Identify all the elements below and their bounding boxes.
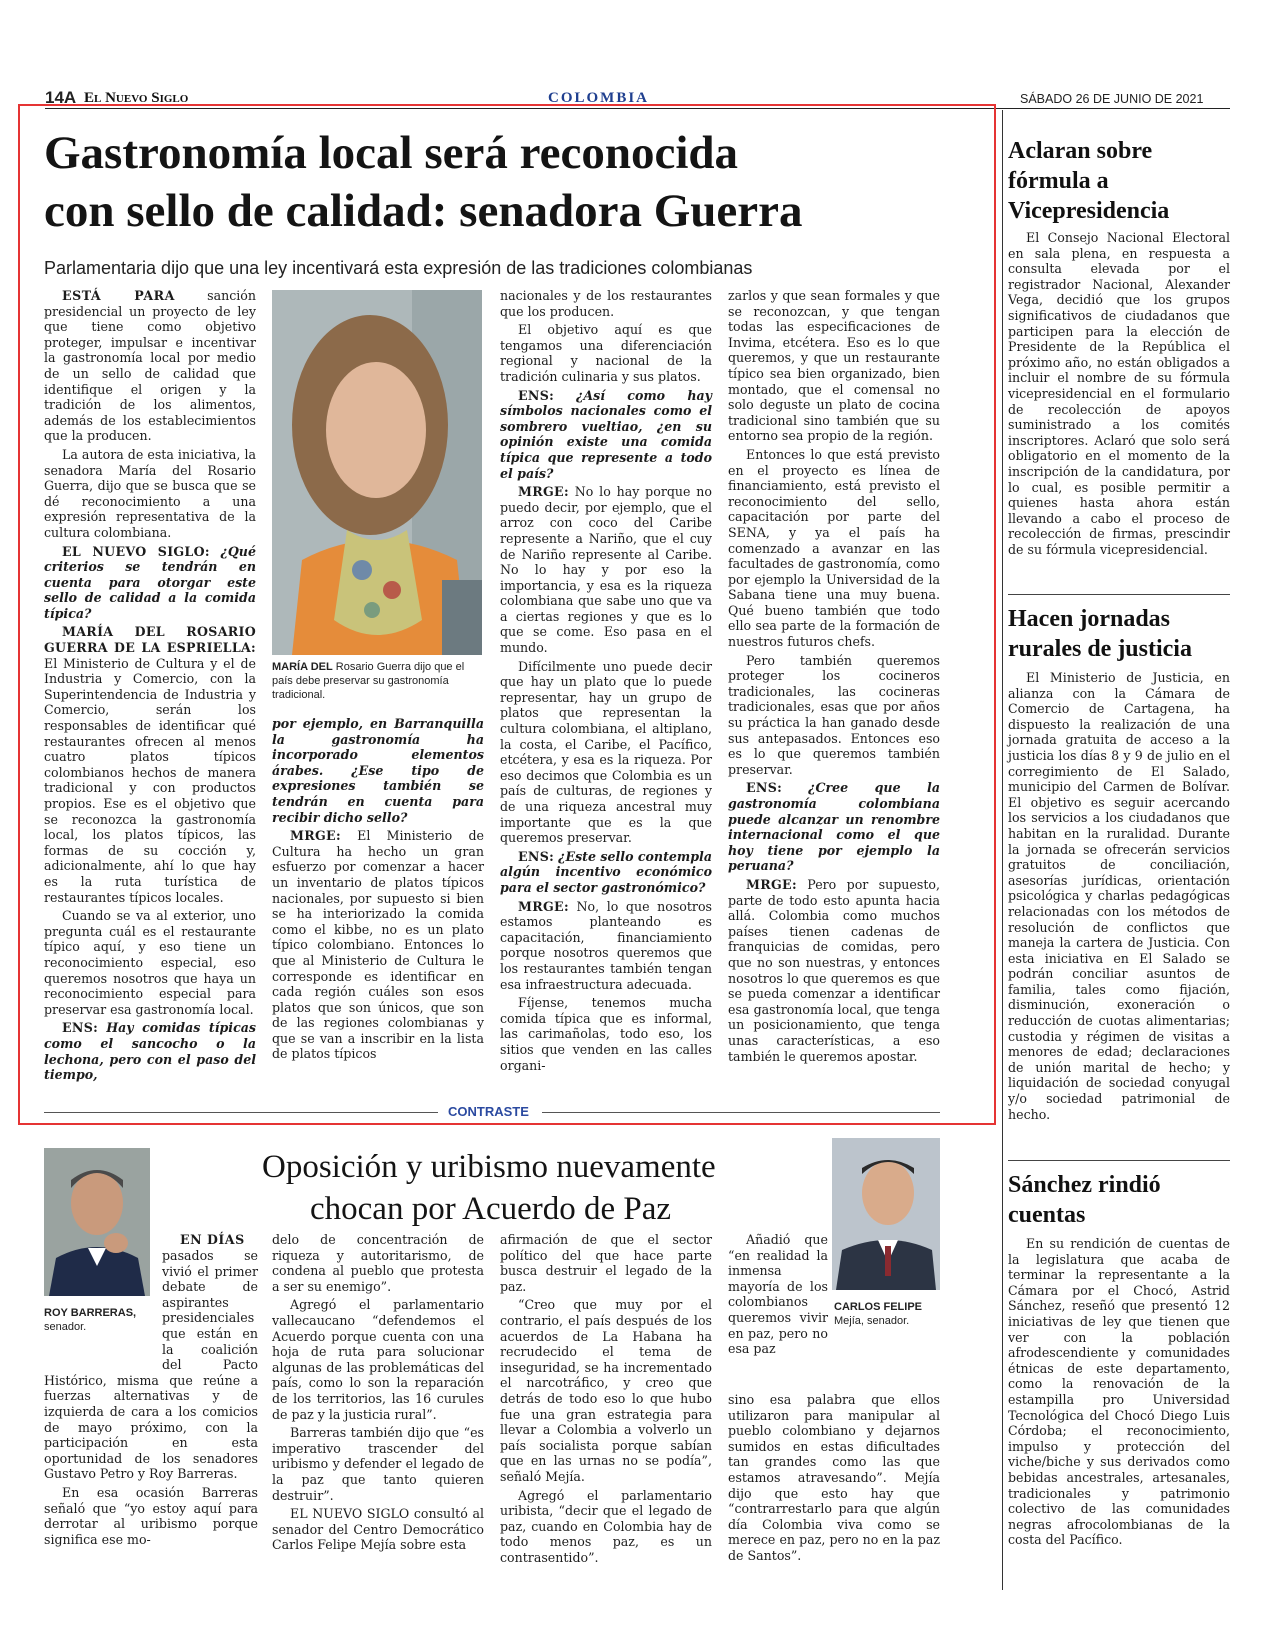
second-column-4-body <box>728 1392 940 1567</box>
photo-caption <box>272 660 484 702</box>
question: ¿Así como hay símbolos nacionales como el sombrero vueltiao, ¿en su opinión existe una comida típica que represente a todo el país? <box>500 387 712 481</box>
caption-bold: MARÍA DEL <box>272 661 333 673</box>
second-headline-line1: Oposición y uribismo nuevamente <box>262 1149 716 1185</box>
sidebar-item2-title: Hacen jornadas rurales de justicia <box>1008 606 1192 662</box>
sidebar-rule-2 <box>1008 1160 1230 1161</box>
question: ¿Cree que la gastronomía colombiana puede alcanzar un renombre internacional como el que hoy tiene por ejemplo la peruana? <box>728 780 940 874</box>
lead-in: ESTÁ PARA <box>62 288 175 303</box>
main-column-3 <box>500 288 712 1076</box>
contraste-rule-left <box>44 1112 438 1113</box>
paragraph: nacionales y de los restaurantes que los producen. <box>500 288 712 319</box>
paragraph: Barreras también dijo que “es imperativo trascender del uribismo y defender el legado de la paz que tanto quieren destruir”. <box>272 1425 484 1503</box>
caption-text: Rosario Guerra dijo que el país debe preservar su gastronomía tradicional. <box>272 661 465 701</box>
main-column-2 <box>272 716 484 1065</box>
answer: Pero por supuesto, parte de todo esto apunta hacia allá. Colombia como muchos países tienen cadenas de franquicias de comidas, pero que no son nuestras, y entonces nosotros lo que queremos es que se pueda comenzar a identificar esa gastronomía local, que tenga un posicionamiento, que tenga unas características, a eso también le queremos apostar. <box>728 876 940 1064</box>
question-speaker: EL NUEVO SIGLO: <box>62 543 210 559</box>
sidebar-item1-body <box>1008 230 1230 560</box>
main-column-4 <box>728 288 940 1067</box>
sidebar-item2-body <box>1008 670 1230 1125</box>
sidebar-divider <box>1002 110 1003 1590</box>
paragraph: El objetivo aquí es que tengamos una diferenciación regional y nacional de la tradición culinaria y sus platos. <box>500 322 712 384</box>
paragraph: El Ministerio de Justicia, en alianza con la Cámara de Comercio de Cartagena, ha dispuesto la realización de una jornada gratuita de acceso a la justicia los días 8 y 9 de julio en el corregimiento de El Salado, municipio del Carmen de Bolívar. El objetivo es seguir acercando los servicios a los ciudadanos que habitan en la ruralidad. Durante la jornada se ofrecerán servicios gratuitos de conciliación, asesorías jurídicas, orientación psicológica y charlas pedagógicas relacionadas con los métodos de resolución de conflictos que maneja la cartera de Justicia. Con esta iniciativa en El Salado se podrán conciliar asuntos de familia, tales como fijación, disminución, exoneración o reducción de cuotas alimentarias; custodia y régimen de visitas a menores de edad; declaraciones de unión marital de hecho; y liquidación de sociedad conyugal y/o sociedad patrimonial de hecho. <box>1008 670 1230 1122</box>
paragraph: Añadió que “en realidad la inmensa mayoría de los colombianos queremos vivir en paz, pero no esa paz <box>728 1232 828 1357</box>
lead-in: EN DÍAS <box>180 1232 245 1247</box>
second-column-1-body <box>44 1248 258 1550</box>
newspaper-name: El Nuevo Siglo <box>84 90 189 106</box>
paragraph: El Consejo Nacional Electoral en sala plena, en respuesta a consulta elevada por el registrador Nacional, Alexander Vega, decidió que los grupos significativos de ciudadanos que participen para la elección de Presidente de la República el próximo año, no están obligados a incluir el nombre de su fórmula vicepresidencial en el formulario de recolección de apoyos suministrado a los comités inscriptores. Aclaró que solo será obligatorio en el momento de la inscripción de la candidatura, por lo cual, es posible permitir a quienes hasta ahora están llevando a cabo el proceso de recolección de firmas, prescindir de su fórmula vicepresidencial. <box>1008 230 1230 557</box>
second-column-1 <box>162 1232 258 1248</box>
paragraph: afirmación de que el sector político del que hace parte busca destruir el legado de la paz. <box>500 1232 712 1294</box>
carlos-felipe-photo <box>832 1138 940 1290</box>
caption-text: senador. <box>44 1321 87 1333</box>
sidebar-item1-title: Aclaran sobre fórmula a Vicepresidencia <box>1008 138 1170 224</box>
answer-speaker: MRGE: <box>518 898 569 914</box>
second-headline-line2: chocan por Acuerdo de Paz <box>310 1191 672 1227</box>
main-subtitle: Parlamentaria dijo que una ley incentivará esta expresión de las tradiciones colombianas <box>44 258 753 278</box>
paragraph: sino esa palabra que ellos utilizaron para manipular al pueblo colombiano y dejarnos sumidos en estas dificultades tan grandes como las que estamos atravesando”. Mejía dijo que esto hay que “contrarrestarlo para que algún día Colombia viva como se merece en paz, pero no en la paz de Santos”. <box>728 1392 940 1563</box>
question-speaker: ENS: <box>518 848 555 864</box>
paragraph: delo de concentración de riqueza y autoritarismo, de condena al pueblo que protesta a ser su enemigo”. <box>272 1232 484 1294</box>
paragraph: En esa ocasión Barreras señaló que “yo estoy aquí para derrotar al uribismo porque significa ese mo- <box>44 1484 258 1547</box>
contraste-label: CONTRASTE <box>448 1104 529 1119</box>
second-column-4 <box>728 1232 828 1360</box>
question: Hay comidas típicas como el sancocho o la lechona, pero con el paso del tiempo, <box>44 1020 256 1083</box>
sidebar-item3-body <box>1008 1236 1230 1551</box>
section-label: COLOMBIA <box>548 90 650 106</box>
paragraph: sanción presidencial un proyecto de ley que tiene como objetivo proteger, impulsar e incentivar la gastronomía local por medio de un sello de calidad que identifique el origen y la tradición de los alimentos, además de los establecimientos que la producen. <box>44 288 256 444</box>
caption-bold: ROY BARRERAS, <box>44 1307 137 1319</box>
issue-date: SÁBADO 26 DE JUNIO DE 2021 <box>1020 92 1204 106</box>
page-number: 14A <box>45 88 77 107</box>
answer: No lo hay porque no puedo decir, por ejemplo, que el arroz con coco del Caribe represente a Nariño, que el cuy de Nariño represente al Caribe. No lo hay y por eso la importancia, y esa es la riqueza colombiana que sabe uno que va a ciertas regiones y que es lo que se come. Eso pasa en el mundo. <box>500 484 712 656</box>
answer: El Ministerio de Cultura y el de Industria y Comercio, con la Superintendencia de Industria y Comercio, serán los responsables de identificar qué restaurantes ofrecen al menos cuatro platos típicos colombianos hechos de manera tradicional y con productos propios. Ese es el objetivo que se reconozca la gastronomía local, los platos típicos, las formas de su cocción y, adicionalmente, ahí lo que hay es la ruta turística de restaurantes típicos locales. <box>44 655 256 905</box>
paragraph: Fíjense, tenemos mucha comida típica que es informal, las carimañolas, todo eso, los sitios que venden en las calles organi- <box>500 995 712 1073</box>
photo2-caption <box>834 1300 944 1328</box>
main-column-1 <box>44 288 256 1086</box>
paragraph: Agregó el parlamentario vallecaucano “defendemos el Acuerdo porque cuenta con una hoja de ruta para solucionar algunas de las problemáticas del país, como lo son la reparación de los territorios, las 16 curules de paz y la justicia rural”. <box>272 1297 484 1422</box>
caption-text: Mejía, senador. <box>834 1315 910 1327</box>
question-speaker: ENS: <box>62 1020 99 1036</box>
paragraph: Pero también queremos proteger los cocineros tradicionales, las cocineras tradicionales, esas que por años su práctica la han ganado desde sus antepasados. Entonces eso es lo que queremos también preservar. <box>728 652 940 777</box>
answer-speaker: MRGE: <box>290 828 341 844</box>
paragraph: Cuando se va al exterior, uno pregunta cuál es el restaurante típico aquí, y eso tiene un reconocimiento especial, eso queremos nosotros que haya un reconocimiento especial para preservar esa gastronomía local. <box>44 908 256 1017</box>
paragraph: EL NUEVO SIGLO consultó al senador del Centro Democrático Carlos Felipe Mejía sobre esta <box>272 1506 484 1553</box>
second-column-3 <box>500 1232 712 1568</box>
answer-speaker: MRGE: <box>746 876 797 892</box>
main-headline-line2: con sello de calidad: senadora Guerra <box>44 185 803 237</box>
question-speaker: ENS: <box>746 780 783 796</box>
paragraph: En su rendición de cuentas de la legislatura que acaba de terminar la representante a la Cámara por el Chocó, Astrid Sánchez, reseñó que presentó 12 iniciativas de ley que tienen que ver con la población afrodescendiente y comunidades étnicas de este departamento, como la renovación de la estampilla pro Universidad Tecnológica del Chocó Diego Luis Córdoba; el reconocimiento, impulso y protección del viche/biche y sus derivados como bebidas ancestrales, artesanales, tradicionales y patrimonio colectivo de las comunidades negras afrocolombianas de la costa del Pacífico. <box>1008 1236 1230 1548</box>
paragraph: La autora de esta iniciativa, la senadora María del Rosario Guerra, dijo que se busca que se dé reconocimiento a una expresión representativa de la cultura colombiana. <box>44 446 256 540</box>
paragraph: “Creo que muy por el contrario, el país después de los acuerdos de La Habana ha recrudecido el tema de inseguridad, se ha incrementado el narcotráfico, y creo que detrás de todo eso lo que hubo fue una gran estrategia para llevar a Colombia a volverlo un país socialista porque sabían que en las urnas no se podía”, señaló Mejía. <box>500 1297 712 1484</box>
paragraph: zarlos y que sean formales y que se reconozcan, y que tengan todas las especificaciones de Invima, etcétera. Eso es lo que queremos, y que un restaurante típico sea bien organizado, bien montado, que el comensal no solo deguste un plato de cocina tradicional sino también que su entorno sea propio de la región. <box>728 288 940 444</box>
sidebar-item3-title: Sánchez rindió cuentas <box>1008 1172 1161 1228</box>
question: ¿Este sello contempla algún incentivo económico para el sector gastronómico? <box>500 848 712 895</box>
paragraph: Entonces lo que está previsto en el proyecto es línea de financiamiento, está previsto el reconocimiento del sello, capacitación por parte del SENA, y ya el país ha comenzado a avanzar en las facultades de gastronomía, como por ejemplo la Universidad de la Sabana tiene una muy buena. Qué bueno también que todo ello sea parte de la formación de nuestros futuros chefs. <box>728 446 940 650</box>
second-column-2 <box>272 1232 484 1556</box>
answer: El Ministerio de Cultura ha hecho un gran esfuerzo por comenzar a hacer un inventario de platos típicos nacionales, por supuesto si bien se ha interiorizado la comida como el kibbe, no es un plato típico colombiano. Entonces lo que al Ministerio de Cultura le corresponde es identificar en cada región cuáles son esos platos que son únicos, que son de las regiones colombianas y que se van a inscribir en la lista de platos típicos <box>272 828 484 1062</box>
paragraph: pasados se vivió el primer debate de aspirantes presidenciales que están en la coalición del Pacto Histórico, misma que reúne a fuerzas alternativas y de izquierda de cara a los comicios de mayo próximo, con la participación en esta oportunidad de los senadores Gustavo Petro y Roy Barreras. <box>44 1248 258 1482</box>
question-continued: por ejemplo, en Barranquilla la gastronomía ha incorporado elementos árabes. ¿Ese tipo de expresiones también se tendrán en cuenta para recibir dicho sello? <box>272 716 484 825</box>
sidebar-rule-1 <box>1008 594 1230 595</box>
contraste-rule-right <box>542 1112 940 1113</box>
answer-speaker: MRGE: <box>518 484 569 500</box>
main-headline-line1: Gastronomía local será reconocida <box>44 127 739 179</box>
paragraph: Difícilmente uno puede decir que hay un plato que lo puede representar, hay un grupo de platos que representan la cultura colombiana, el altiplano, la costa, el Caribe, el Pacífico, etcétera, y esa es la riqueza. Por eso decimos que Colombia es un país de culturas, de regiones y de una riqueza ancestral muy importante que es la que queremos preservar. <box>500 658 712 846</box>
answer-speaker: MARÍA DEL ROSARIO GUERRA DE LA ESPRIELLA: <box>44 624 256 656</box>
question-speaker: ENS: <box>518 387 555 403</box>
caption-bold: CARLOS FELIPE <box>834 1301 923 1313</box>
senator-guerra-photo <box>272 290 482 655</box>
paragraph: Agregó el parlamentario uribista, “decir que el legado de paz, cuando en Colombia hay de todo menos paz, es un contrasentido”. <box>500 1487 712 1565</box>
answer: No, lo que nosotros estamos planteando es capacitación, financiamiento porque nosotros queremos que los restaurantes también tengan esa infraestructura adecuada. <box>500 898 712 992</box>
question: ¿Qué criterios se tendrán en cuenta para otorgar este sello de calidad a la comida típica? <box>44 543 256 621</box>
